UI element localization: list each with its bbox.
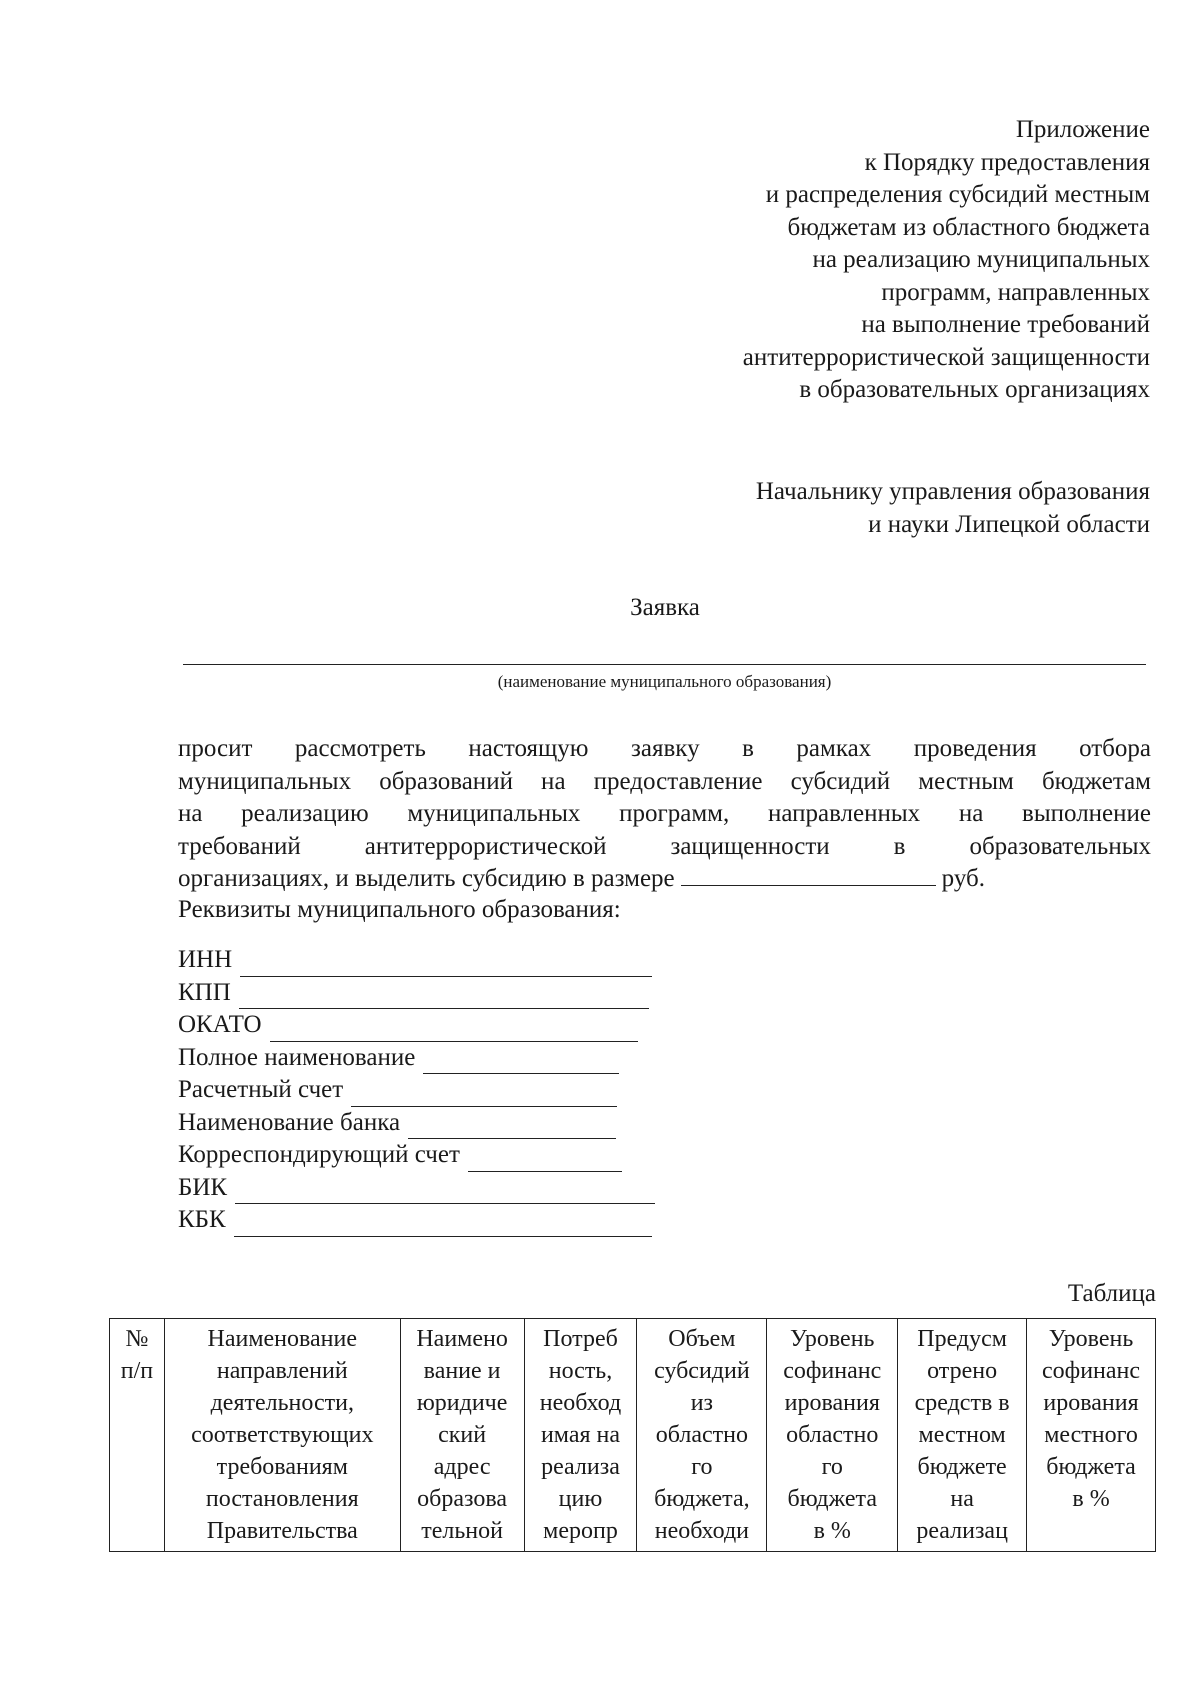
appendix-line: Приложение (1015, 116, 1150, 143)
header-cell-activity: Наименование направлений деятельности, соответствующих требованиям постановления Правительства (164, 1319, 400, 1552)
appendix-line: антитеррористической защищенности (742, 343, 1150, 371)
municipality-name-caption: (наименование муниципального образования) (497, 672, 832, 691)
field-blank[interactable] (408, 1120, 616, 1139)
requisites-title: Реквизиты муниципального образования: (178, 896, 621, 923)
field-blank[interactable] (240, 958, 652, 977)
appendix-line: на выполнение требований (861, 311, 1150, 338)
addressee-line: и науки Липецкой области (868, 510, 1150, 538)
appendix-line: и распределения субсидий местным (765, 181, 1150, 208)
field-label: Наименование банка (178, 1108, 401, 1136)
field-blank[interactable] (234, 1218, 652, 1237)
field-label: КБК (178, 1206, 226, 1233)
field-bank-name (178, 1107, 655, 1140)
field-okato (178, 1009, 655, 1042)
appendix-line: бюджетам из областного бюджета (787, 213, 1150, 241)
field-label: Полное наименование (178, 1043, 416, 1071)
table-caption: Таблица (1067, 1280, 1156, 1307)
field-label: КПП (178, 978, 231, 1006)
subsidy-table (109, 1318, 1156, 1552)
document-title: Заявка (630, 594, 700, 621)
requisites-fields (178, 944, 655, 1237)
field-blank[interactable] (270, 1023, 638, 1042)
field-blank[interactable] (351, 1088, 617, 1107)
appendix-line: в образовательных организациях (799, 376, 1150, 403)
appendix-line: к Порядку предоставления (864, 148, 1150, 176)
paragraph-line: требований антитеррористической защищенности в образовательных (178, 832, 1151, 860)
field-blank[interactable] (239, 990, 649, 1009)
appendix-line: на реализацию муниципальных (812, 246, 1150, 273)
header-cell-local-cofinancing: Уровень софинанс ирования местного бюджета в % (1027, 1319, 1156, 1552)
paragraph-line: просит рассмотреть настоящую заявку в рамках проведения отбора (178, 735, 1151, 762)
header-cell-organization: Наимено вание и юридиче ский адрес образова тельной (400, 1319, 524, 1552)
header-cell-local-funds: Предусм отрено средств в местном бюджете на реализац (898, 1319, 1027, 1552)
municipality-name-blank[interactable] (183, 664, 1146, 665)
addressee-line: Начальнику управления образования (755, 478, 1150, 505)
paragraph-line: муниципальных образований на предоставление субсидий местным бюджетам (178, 767, 1151, 795)
currency-label: руб. (941, 865, 985, 892)
appendix-line: программ, направленных (881, 278, 1150, 306)
field-label: ИНН (178, 946, 233, 973)
field-label: Корреспондирующий счет (178, 1141, 460, 1168)
appendix-heading (743, 114, 1150, 407)
table-header-row (110, 1319, 1156, 1552)
paragraph-line (178, 863, 1151, 896)
field-inn (178, 944, 655, 977)
header-cell-number: № п/п (110, 1319, 165, 1552)
amount-lead-text: организациях, и выделить субсидию в размере (178, 865, 675, 892)
header-cell-regional-cofinancing: Уровень софинанс ирования областно го бюджета в % (767, 1319, 898, 1552)
header-cell-subsidy-volume: Объем субсидий из областно го бюджета, необходи (637, 1319, 767, 1552)
field-settlement-account (178, 1074, 655, 1107)
field-blank[interactable] (423, 1055, 619, 1074)
field-blank[interactable] (235, 1185, 655, 1204)
field-full-name (178, 1042, 655, 1075)
header-cell-need: Потреб ность, необход имая на реализа цию меропр (524, 1319, 637, 1552)
field-label: ОКАТО (178, 1011, 262, 1038)
request-paragraph (178, 733, 1151, 896)
field-kbk (178, 1204, 655, 1237)
field-label: БИК (178, 1173, 228, 1201)
field-blank[interactable] (468, 1153, 622, 1172)
addressee-block (756, 476, 1150, 541)
field-kpp (178, 977, 655, 1010)
subsidy-amount-blank[interactable] (681, 865, 936, 886)
field-label: Расчетный счет (178, 1076, 344, 1103)
paragraph-line: на реализацию муниципальных программ, направленных на выполнение (178, 800, 1151, 827)
field-correspondent-account (178, 1139, 655, 1172)
field-bik (178, 1172, 655, 1205)
